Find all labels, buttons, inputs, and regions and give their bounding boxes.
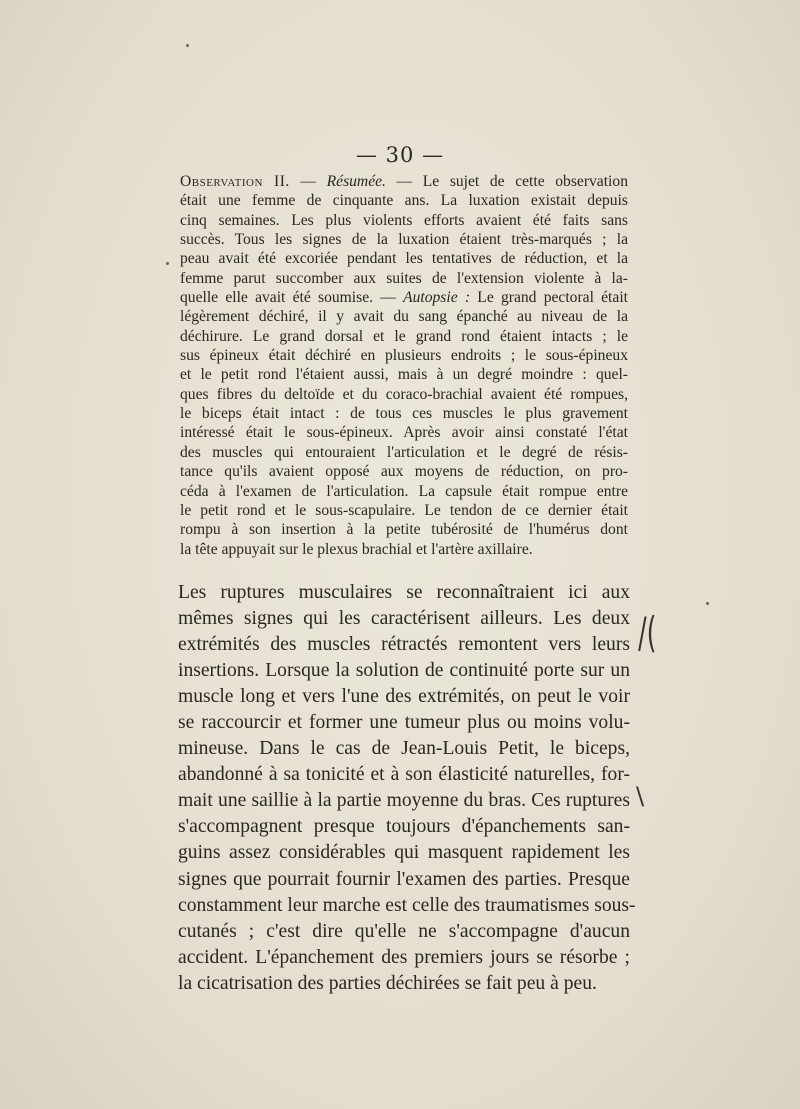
observation-line: le biceps était intact : de tous ces muscles le plus gravement: [180, 405, 628, 423]
body-line: mêmes signes qui les caractérisent ailleurs. Les deux: [178, 608, 630, 630]
observation-line: légèrement déchiré, il y avait du sang épanché au niveau de la: [180, 308, 628, 326]
observation-line: peau avait été excoriée pendant les tentatives de réduction, et la: [180, 250, 628, 268]
body-line: s'accompagnent presque toujours d'épanchements san-: [178, 816, 630, 838]
observation-heading: Observation II.: [180, 173, 290, 190]
observation-line: rompu à son insertion à la petite tubérosité de l'humérus dont: [180, 521, 628, 539]
autopsie-label: Autopsie :: [403, 289, 471, 307]
body-line: accident. L'épanchement des premiers jours se résorbe ;: [178, 946, 630, 968]
observation-line: déchirure. Le grand dorsal et le grand rond étaient intacts ; le: [180, 327, 628, 345]
margin-bracket-mark: /(: [638, 608, 657, 657]
paper-speck: [186, 44, 189, 47]
observation-line: [180, 172, 628, 191]
page-number: — 30 —: [355, 143, 445, 167]
paper-speck: [706, 602, 709, 605]
observation-line-text: quelle elle avait été soumise. —: [180, 289, 404, 307]
dash: —: [289, 173, 327, 190]
body-line: se raccourcir et former une tumeur plus ou moins volu-: [178, 712, 630, 734]
observation-line: et le petit rond l'étaient aussi, mais à un degré moindre : quel-: [180, 366, 628, 384]
observation-line-text: — Le sujet de cette observation: [385, 173, 628, 190]
margin-small-mark: \: [636, 782, 645, 810]
observation-line: ques fibres du deltoïde et du coraco-brachial avaient été rompues,: [180, 385, 628, 403]
observation-paragraph: [180, 172, 628, 559]
body-line: muscle long et vers l'une des extrémités, on peut le voir: [178, 686, 630, 708]
observation-line: était une femme de cinquante ans. La luxation existait depuis: [180, 192, 628, 210]
resumee-label: Résumée.: [326, 173, 386, 190]
observation-line: des muscles qui entouraient l'articulation et le degré de résis-: [180, 443, 628, 461]
observation-line: le petit rond et le sous-scapulaire. Le tendon de ce dernier était: [180, 501, 628, 519]
observation-line-text: Le grand pectoral était: [470, 289, 628, 307]
body-line: insertions. Lorsque la solution de continuité porte sur un: [178, 660, 630, 682]
body-line: guins assez considérables qui masquent rapidement les: [178, 842, 630, 864]
body-line: Les ruptures musculaires se reconnaîtraient ici aux: [178, 582, 630, 603]
observation-line: sus épineux était déchiré en plusieurs endroits ; le sous-épineux: [180, 347, 628, 365]
main-paragraph: [178, 580, 636, 997]
observation-line: succès. Tous les signes de la luxation étaient très-marqués ; la: [180, 231, 628, 249]
body-line: mineuse. Dans le cas de Jean-Louis Petit, le biceps,: [178, 738, 630, 760]
observation-line: intéressé était le sous-épineux. Après avoir ainsi constaté l'état: [180, 424, 628, 442]
body-line: signes que pourrait fournir l'examen des parties. Presque: [178, 868, 630, 890]
paper-speck: [166, 262, 169, 265]
observation-line: céda à l'examen de l'articulation. La capsule était rompue entre: [180, 482, 628, 500]
observation-line: la tête appuyait sur le plexus brachial et l'artère axillaire.: [180, 540, 533, 558]
body-line: constamment leur marche est celle des traumatismes sous-: [178, 894, 636, 916]
body-line: mait une saillie à la partie moyenne du bras. Ces ruptures: [178, 790, 630, 812]
body-line: extrémités des muscles rétractés remontent vers leurs: [178, 634, 630, 656]
body-line: abandonné à sa tonicité et à son élasticité naturelles, for-: [178, 764, 630, 786]
observation-line: [180, 288, 628, 307]
observation-line: tance qu'ils avaient opposé aux moyens de réduction, on pro-: [180, 463, 628, 481]
observation-line: femme parut succomber aux suites de l'extension violente à la-: [180, 269, 628, 287]
body-line: cutanés ; c'est dire qu'elle ne s'accompagne d'aucun: [178, 920, 630, 942]
body-line: la cicatrisation des parties déchirées se fait peu à peu.: [178, 972, 597, 994]
observation-line: cinq semaines. Les plus violents efforts avaient été faits sans: [180, 211, 628, 229]
